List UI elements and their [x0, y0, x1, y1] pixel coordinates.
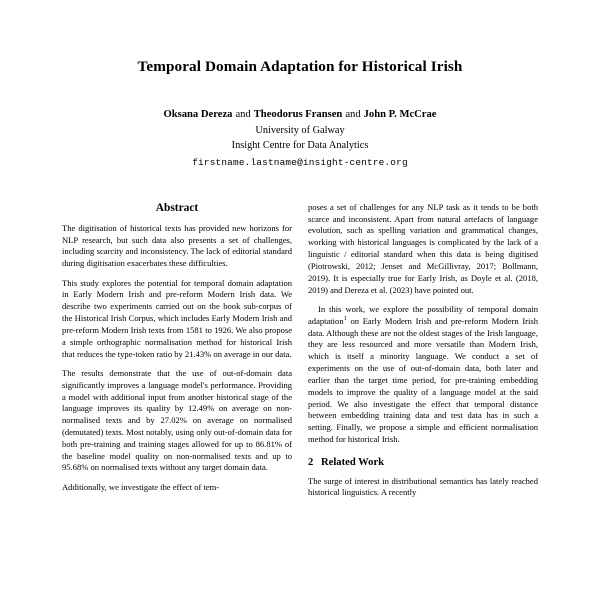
- abstract-paragraph-3: The results demonstrate that the use of out-of-domain data significantly improves a language model's performance. Providing a model with additional input from another historical stage of the language improves its quality by 12.49% on average on non-normalised texts and by 27.02% on average on normalised (demutated) texts. Most notably, using only out-of-domain data for both pre-training and training stages allowed for up to 86.81% of the baseline model quality on non-normalised texts and up to 95.68% on normalised texts without any target domain data.: [62, 367, 292, 473]
- abstract-paragraph-2: This study explores the potential for temporal domain adaptation in Early Modern Irish and pre-reform Modern Irish data. We describe two experiments carried out on the book sub-corpus of the Historical Irish Corpus, which includes Early Modern Irish and pre-reform Modern Irish texts from 1581 to 1926. We also propose a simple orthographic normalisation method for historical Irish that reduces the type-token ratio by 21.43% on average in our data.: [62, 277, 292, 359]
- author-list: [62, 108, 538, 122]
- page-title: Temporal Domain Adaptation for Historical Irish: [137, 58, 463, 75]
- author-conjunction-2: and: [345, 109, 361, 121]
- intro-paragraph-1: poses a set of challenges for any NLP task as it tends to be both scarce and inconsistent. Apart from natural artefacts of language evolution, such as spelling variation and grammatical changes, working with historical languages is complicated by the lack of a linguistic / editorial standard when this data is being digitised (Piotrowski, 2012; Jenset and McGillivray, 2017; Bollmann, 2019). It is especially true for Early Irish, as Doyle et al. (2018, 2019) and Dereza et al. (2023) have pointed out.: [308, 201, 538, 295]
- two-column-body: [62, 202, 538, 499]
- author-conjunction-1: and: [235, 109, 251, 121]
- intro-paragraph-2: [308, 304, 538, 446]
- abstract-paragraph-1: The digitisation of historical texts has provided new horizons for NLP research, but such data also presents a set of challenges, including scarcity and inconsistency. The lack of editorial standard during digitisation exacerbates these difficulties.: [62, 222, 292, 269]
- affiliation-centre: Insight Centre for Data Analytics: [231, 140, 369, 152]
- related-work-paragraph-1: The surge of interest in distributional semantics has lately reached historical linguistics. A recently: [308, 475, 538, 498]
- author-name-3: John P. McCrae: [363, 109, 437, 121]
- footnote-marker[interactable]: 1: [343, 314, 347, 322]
- abstract-heading: Abstract: [155, 201, 199, 214]
- section-heading-related-work: [308, 457, 538, 470]
- left-column: [62, 202, 292, 499]
- contact-email: firstname.lastname@insight-centre.org: [192, 156, 408, 168]
- affiliation-university: University of Galway: [255, 124, 345, 136]
- right-column: [308, 202, 538, 499]
- author-name-1: Oksana Dereza: [163, 109, 233, 121]
- section-title: Related Work: [321, 456, 385, 468]
- section-number: 2: [308, 456, 314, 468]
- abstract-paragraph-4: Additionally, we investigate the effect of tem-: [62, 481, 220, 492]
- author-name-2: Theodorus Fransen: [253, 109, 343, 121]
- intro-paragraph-2-part2: on Early Modern Irish and pre-reform Modern Irish data. Although these are not the oldest stages of the Irish language, they are less resourced and more versatile than Modern Irish, which is itself a minority language. We conduct a set of experiments on the use of out-of-domain data, both later and earlier than the target time period, for pre-training embedding models to improve the quality of a language model at the said period. We also investigate the effect that temporal distance between embedding training data and test data has in such a setting. Finally, we propose a simple and efficient normalisation method for historical Irish.: [308, 315, 538, 444]
- intro-paragraph-2-part1: In this work, we explore the possibility of temporal domain adaptation: [308, 303, 538, 326]
